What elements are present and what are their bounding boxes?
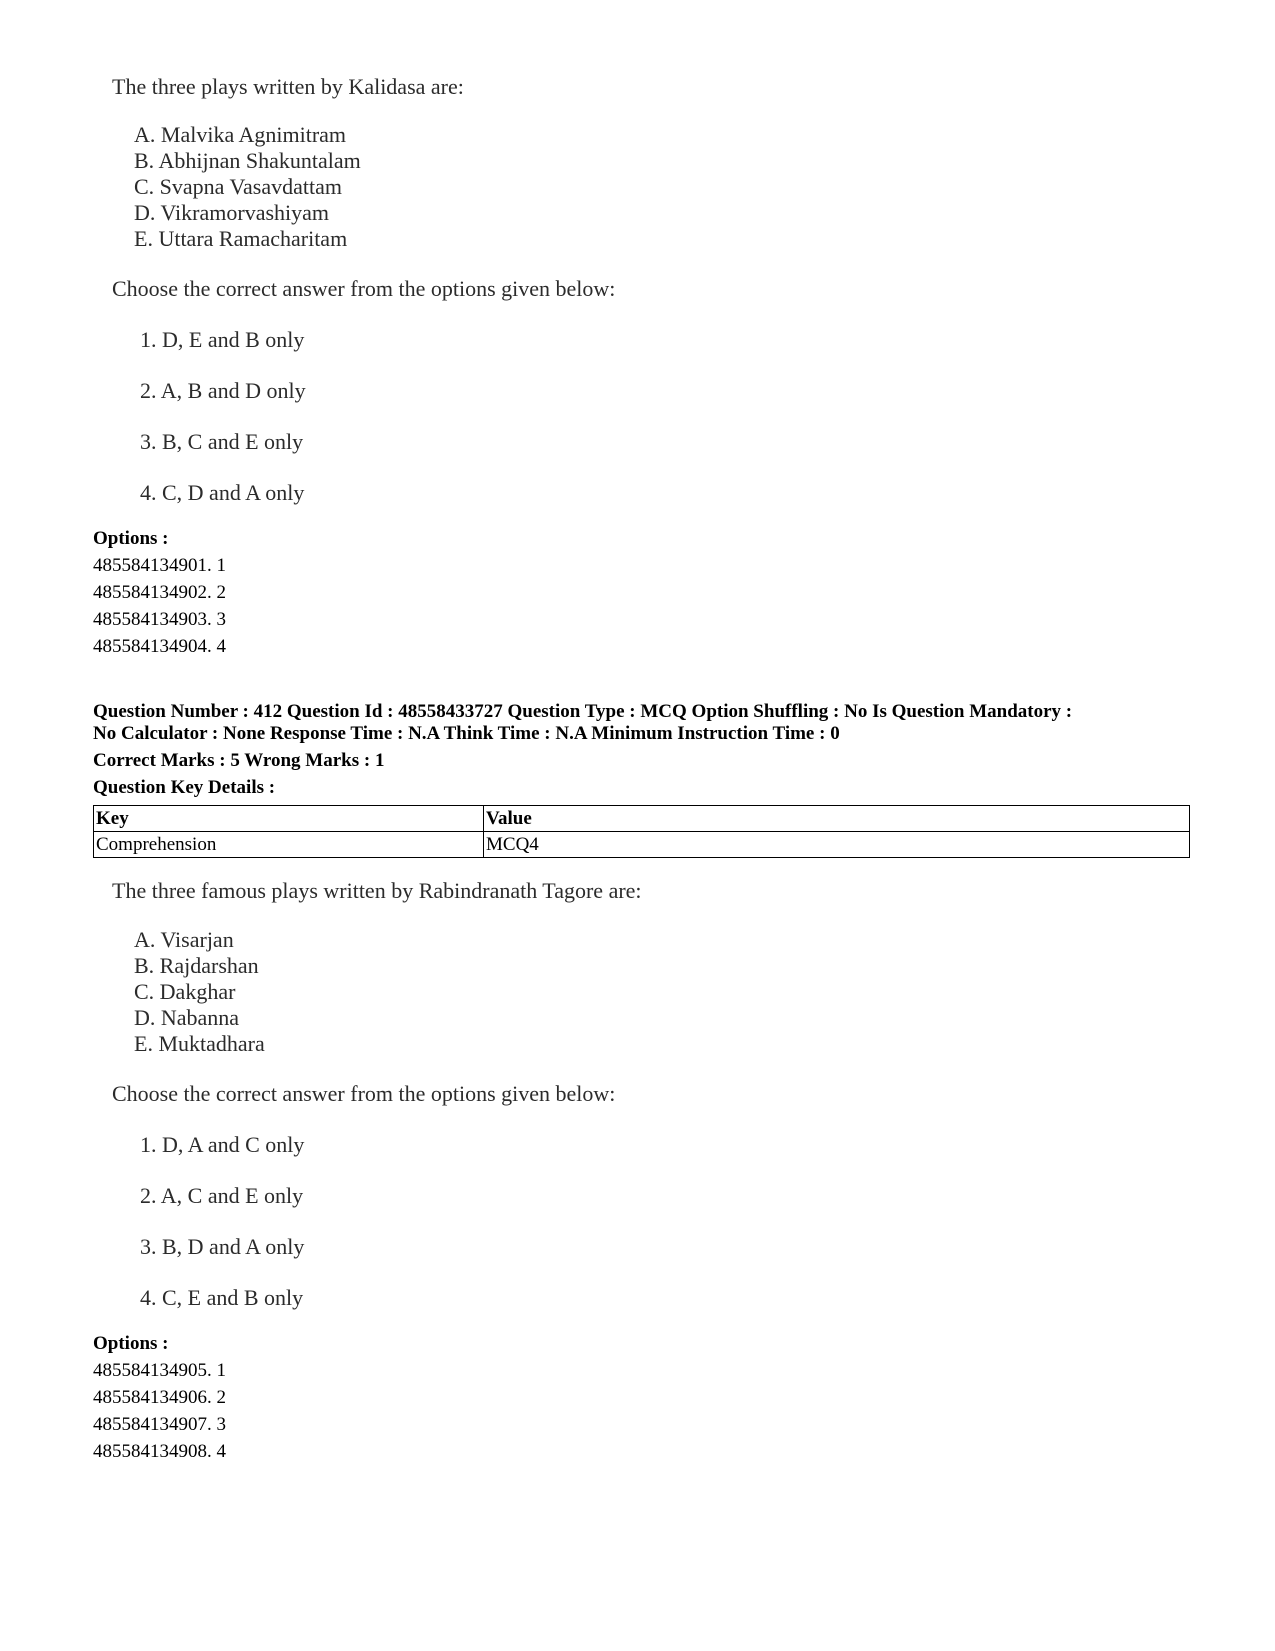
option-line: 485584134902. 2 — [93, 582, 226, 603]
question-instruction: Choose the correct answer from the options given below: — [112, 276, 616, 301]
question-instruction: Choose the correct answer from the options given below: — [112, 1081, 616, 1106]
statement-item: C. Dakghar — [134, 979, 236, 1004]
table-header-key: Key — [94, 806, 484, 832]
option-line: 485584134905. 1 — [93, 1360, 226, 1381]
option-line: 485584134906. 2 — [93, 1387, 226, 1408]
answer-choice: 3. B, D and A only — [140, 1234, 305, 1259]
option-line: 485584134907. 3 — [93, 1414, 226, 1435]
table-row — [94, 832, 1190, 858]
option-line: 485584134908. 4 — [93, 1441, 226, 1462]
statement-item: A. Malvika Agnimitram — [134, 122, 347, 147]
table-header-row — [94, 806, 1190, 832]
table-header-value: Value — [484, 806, 1190, 832]
answer-choice: 3. B, C and E only — [140, 429, 304, 454]
table-cell: MCQ4 — [484, 832, 1190, 858]
statement-item: B. Abhijnan Shakuntalam — [134, 148, 361, 173]
answer-choice: 4. C, D and A only — [140, 480, 305, 505]
answer-choice: 2. A, B and D only — [140, 378, 306, 403]
statement-item: C. Svapna Vasavdattam — [134, 174, 342, 199]
key-details-heading: Question Key Details : — [93, 777, 276, 798]
statement-item: A. Visarjan — [134, 927, 234, 952]
answer-choice: 1. D, A and C only — [140, 1132, 305, 1157]
answer-choice: 1. D, E and B only — [140, 327, 305, 352]
question-stem: The three plays written by Kalidasa are: — [112, 74, 464, 99]
statement-item: B. Rajdarshan — [134, 953, 259, 978]
statement-item: D. Vikramorvashiyam — [134, 200, 330, 225]
answer-choice: 4. C, E and B only — [140, 1285, 304, 1310]
statement-item: E. Uttara Ramacharitam — [134, 226, 348, 251]
marks-line: Correct Marks : 5 Wrong Marks : 1 — [93, 750, 385, 771]
statement-item: E. Muktadhara — [134, 1031, 265, 1056]
options-heading: Options : — [93, 528, 169, 549]
statement-item: D. Nabanna — [134, 1005, 240, 1030]
option-line: 485584134903. 3 — [93, 609, 226, 630]
options-heading: Options : — [93, 1333, 169, 1354]
question-stem: The three famous plays written by Rabindranath Tagore are: — [112, 878, 642, 903]
option-line: 485584134904. 4 — [93, 636, 226, 657]
answer-choice: 2. A, C and E only — [140, 1183, 304, 1208]
question-meta-line: No Calculator : None Response Time : N.A Think Time : N.A Minimum Instruction Time : 0 — [93, 723, 840, 744]
key-details-table — [93, 805, 1190, 858]
table-cell: Comprehension — [94, 832, 484, 858]
question-meta-line: Question Number : 412 Question Id : 48558433727 Question Type : MCQ Option Shuffling : No Is Question Mandatory : — [93, 701, 1073, 722]
option-line: 485584134901. 1 — [93, 555, 226, 576]
